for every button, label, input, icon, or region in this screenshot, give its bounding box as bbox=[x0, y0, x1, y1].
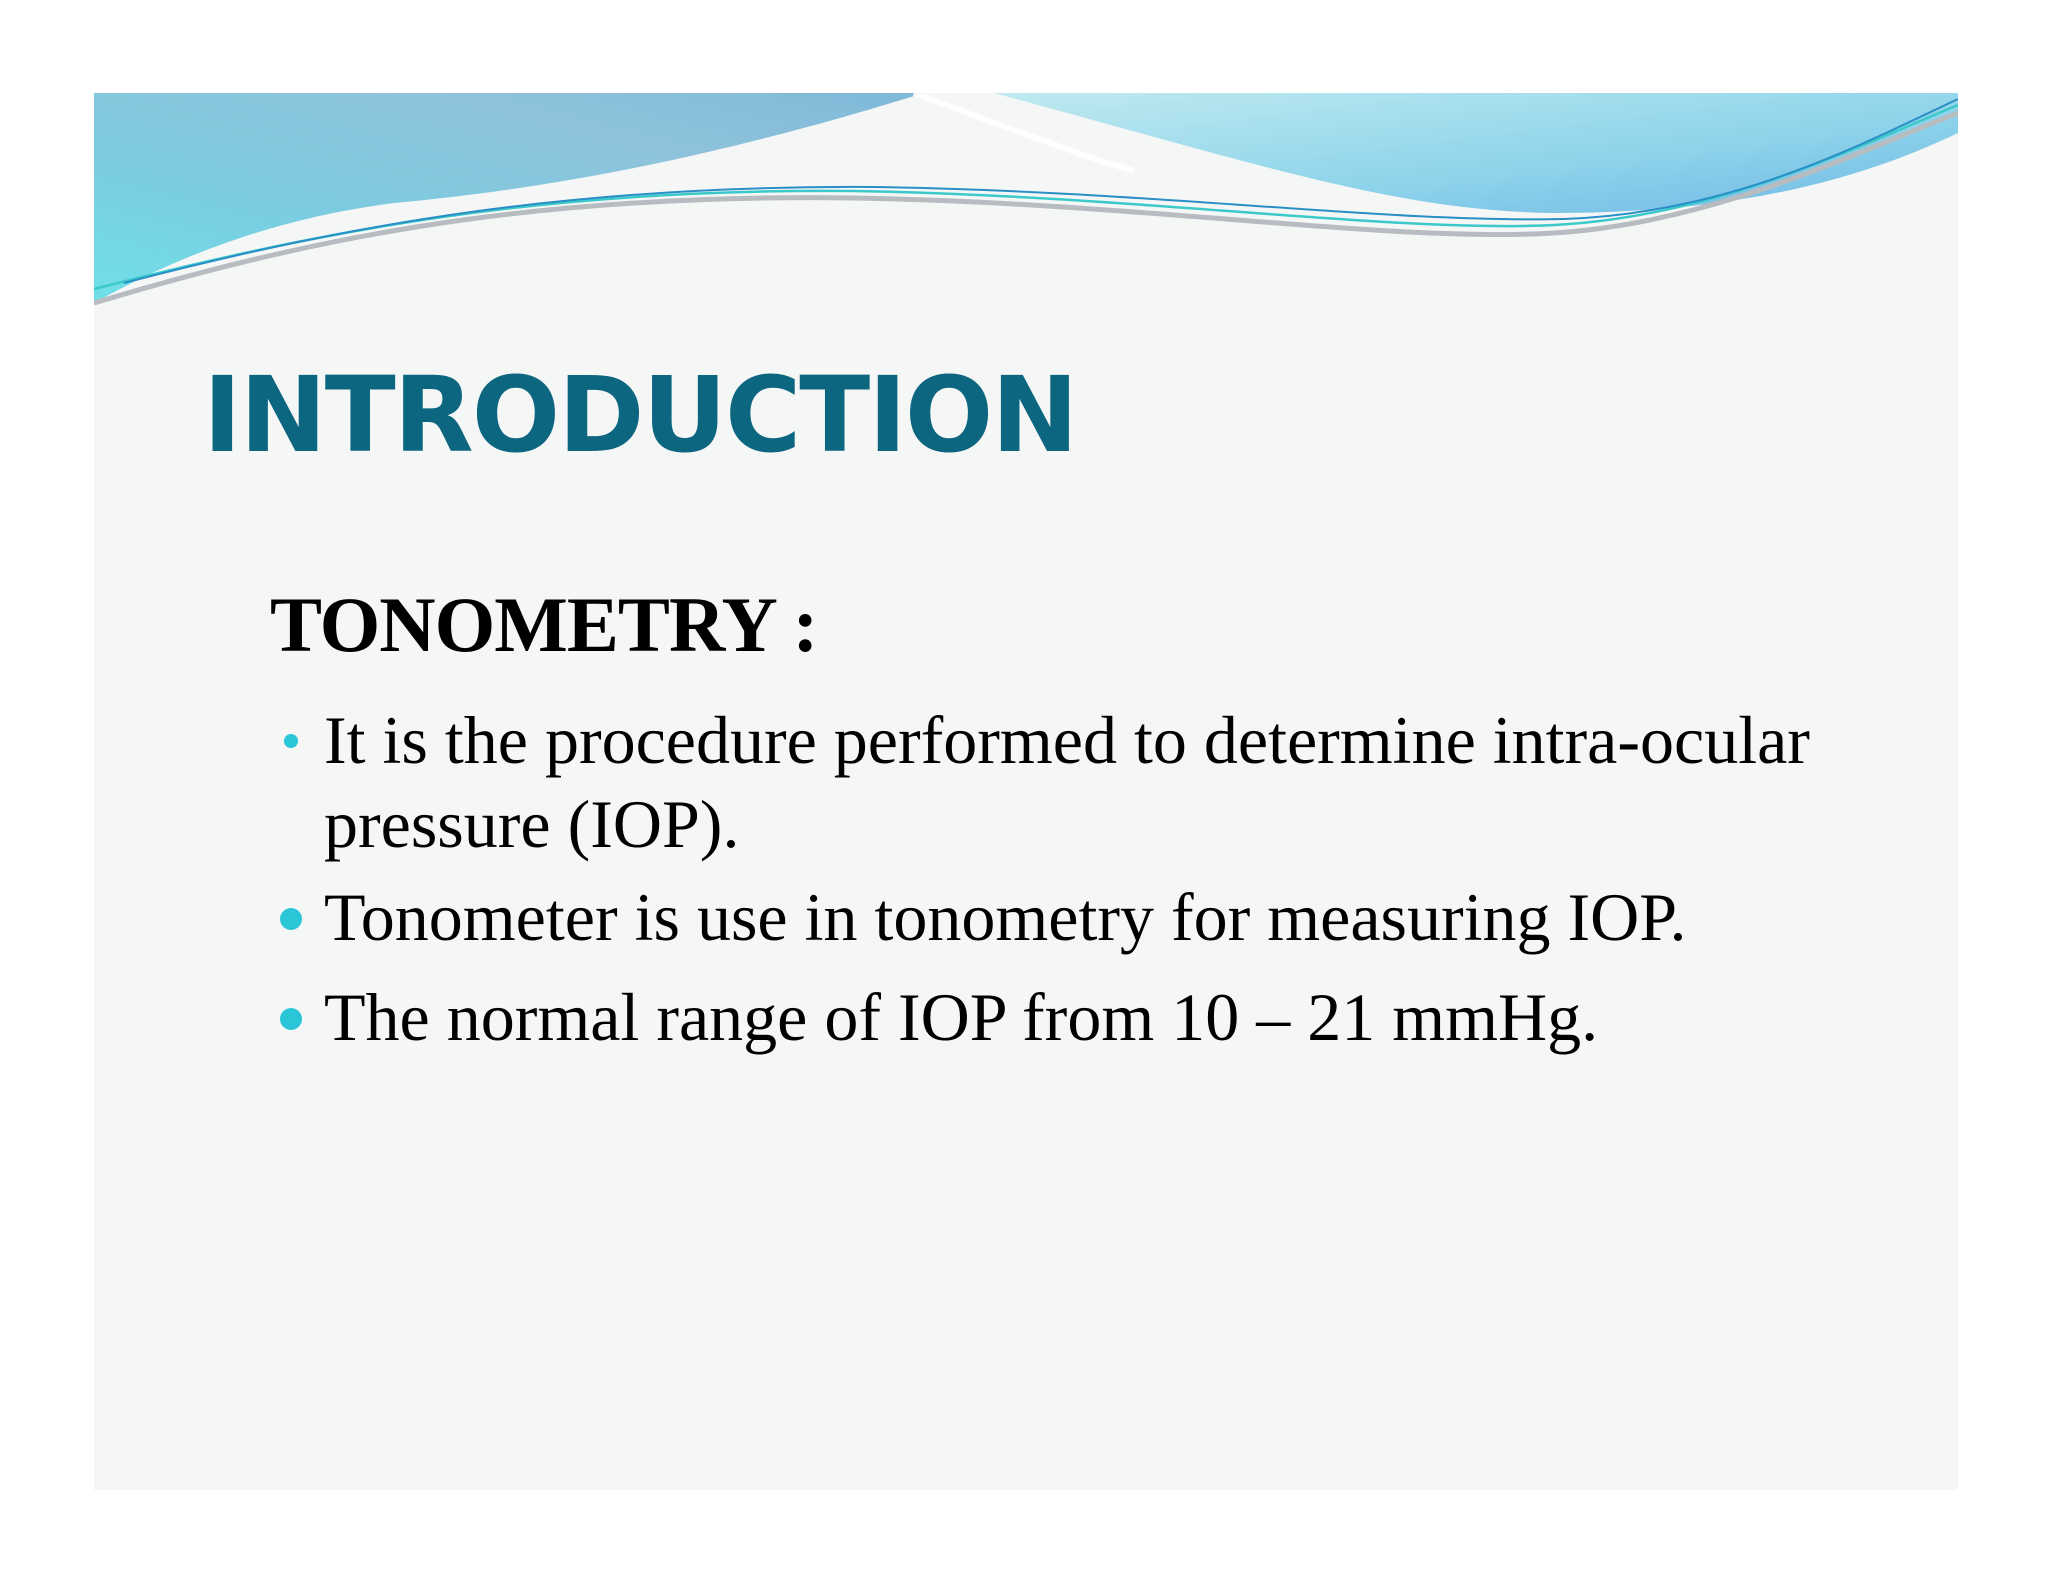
section-heading: TONOMETRY : bbox=[270, 581, 818, 668]
bullet-text: It is the procedure performed to determine intra-ocular pressure (IOP). bbox=[324, 702, 1810, 862]
bullet-dot-icon bbox=[280, 1008, 302, 1030]
bullet-dot-icon bbox=[284, 734, 298, 748]
bullet-list bbox=[94, 93, 1958, 1490]
bullet-item bbox=[324, 698, 1864, 866]
bullet-item bbox=[324, 975, 1864, 1059]
slide-title: INTRODUCTION bbox=[203, 354, 1077, 476]
bullet-item bbox=[324, 875, 1864, 959]
bullet-text: Tonometer is use in tonometry for measuring IOP. bbox=[324, 879, 1687, 955]
bullet-dot-icon bbox=[280, 908, 302, 930]
bullet-text: The normal range of IOP from 10 – 21 mmHg. bbox=[324, 979, 1599, 1055]
slide bbox=[94, 93, 1958, 1490]
